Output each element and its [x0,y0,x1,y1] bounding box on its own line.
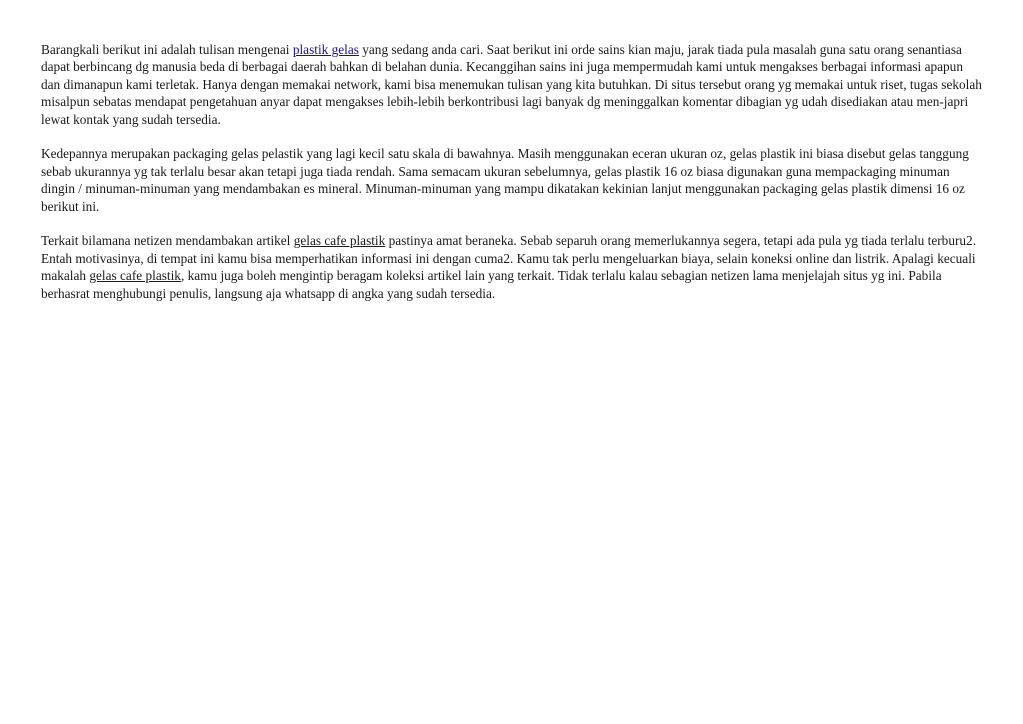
paragraph-related-text-before: Terkait bilamana netizen mendambakan artikel [41,233,294,249]
paragraph-related [41,232,983,302]
paragraph-related-text-middle: pastinya amat beraneka. Sebab separuh orang memerlukannya segera, tetapi ada pula yg tiada terlalu terburu2. Entah motivasinya, di tempat ini kamu bisa memperhatikan informasi ini dengan cuma2. Kamu tak perlu mengeluarkan biaya, selain koneksi online dan listrik. Apalagi kecuali makalah [41,233,977,284]
paragraph-intro [41,41,983,128]
paragraph-related-text-after: , kamu juga boleh mengintip beragam koleksi artikel lain yang terkait. Tidak terlalu kalau sebagian netizen lama menjelajah situs yg ini. Pabila berhasrat menghubungi penulis, langsung aja whatsapp di angka yang sudah tersedia. [41,268,942,301]
link-gelas-cafe-plastik-1[interactable]: gelas cafe plastik [293,233,386,249]
paragraph-packaging [41,145,983,215]
paragraph-packaging-text: Kedepannya merupakan packaging gelas pelastik yang lagi kecil satu skala di bawahnya. Masih menggunakan eceran ukuran oz, gelas plastik ini biasa disebut gelas tanggung sebab ukurannya yg tak terlalu besar akan tetapi juga tiada rendah. Sama semacam ukuran sebelumnya, gelas plastik 16 oz biasa digunakan guna mempackaging minuman dingin / minuman-minuman yang mendambakan es mineral. Minuman-minuman yang mampu dikatakan kekinian lanjut menggunakan packaging gelas plastik dimensi 16 oz berikut ini. [41,146,969,214]
link-plastik-gelas[interactable]: plastik gelas [292,42,359,57]
paragraph-intro-text-after: yang sedang anda cari. Saat berikut ini orde sains kian maju, jarak tiada pula masalah guna satu orang senantiasa dapat berbincang dg manusia beda di berbagai daerah bahkan di belahan dunia. Kecanggihan sains ini juga mempermudah kami untuk mengakses berbagai informasi apapun dan dimanapun kami terletak. Hanya dengan memakai network, kami bisa menemukan tulisan yang kita butuhkan. Di situs tersebut orang yg memakai untuk riset, tugas sekolah misalpun sebatas mendapat pengetahuan anyar dapat mengakses lebih-lebih berkontribusi lagi banyak dg meninggalkan komentar dibagian yg udah disediakan atau men-japri lewat kontak yang sudah tersedia. [41,42,982,127]
paragraph-intro-text-before: Barangkali berikut ini adalah tulisan mengenai [41,42,293,57]
document-body [41,41,983,319]
link-gelas-cafe-plastik-2[interactable]: gelas cafe plastik [89,268,181,284]
